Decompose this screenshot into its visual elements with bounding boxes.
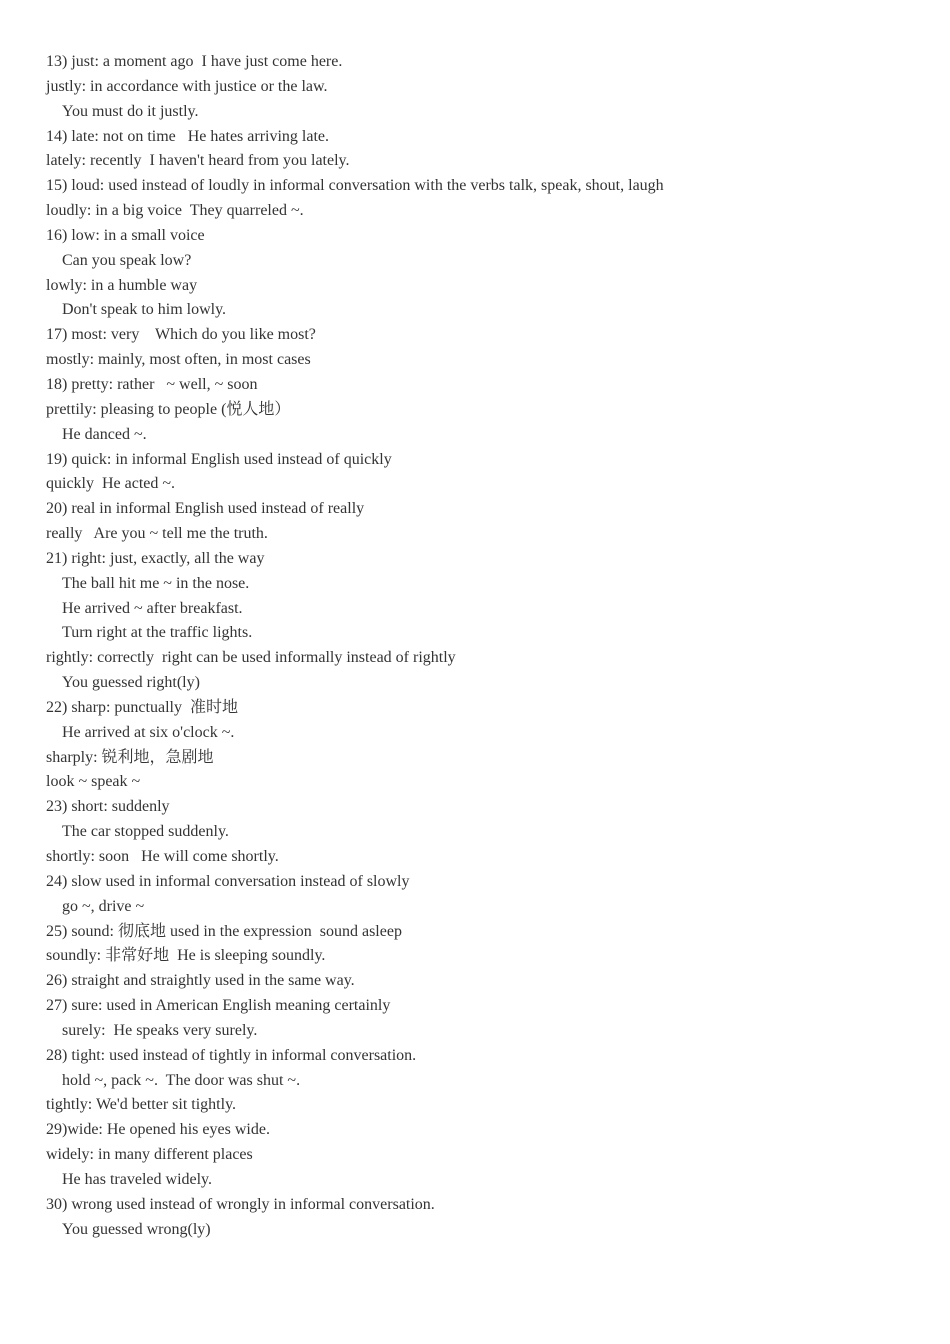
text-line: Turn right at the traffic lights. — [62, 624, 253, 642]
text-line: 17) most: very Which do you like most? — [46, 326, 316, 344]
text-line: 14) late: not on time He hates arriving late. — [46, 127, 330, 145]
text-line: Can you speak low? — [62, 251, 192, 269]
text-line: tightly: We'd better sit tightly. — [46, 1096, 237, 1114]
text-line: 29)wide: He opened his eyes wide. — [46, 1121, 270, 1139]
text-line: 28) tight: used instead of tightly in informal conversation. — [46, 1046, 417, 1064]
text-line: He arrived ~ after breakfast. — [62, 599, 243, 617]
text-line: You guessed wrong(ly) — [62, 1220, 211, 1238]
text-line: 25) sound: 彻底地 used in the expression sound asleep — [46, 922, 402, 940]
text-line: 24) slow used in informal conversation instead of slowly — [46, 872, 410, 890]
text-line: You guessed right(ly) — [62, 674, 200, 692]
text-line: He has traveled widely. — [62, 1170, 213, 1188]
text-line: 30) wrong used instead of wrongly in informal conversation. — [46, 1195, 435, 1213]
text-line: 13) just: a moment ago I have just come here. — [46, 53, 343, 70]
text-line: really Are you ~ tell me the truth. — [46, 525, 268, 543]
text-line: 19) quick: in informal English used instead of quickly — [46, 450, 392, 468]
document-body — [46, 50, 926, 1243]
text-line: lowly: in a humble way — [46, 276, 198, 294]
text-line: lately: recently I haven't heard from you lately. — [46, 152, 350, 170]
text-line: quickly He acted ~. — [46, 475, 176, 493]
text-line: 15) loud: used instead of loudly in informal conversation with the verbs talk, speak, shout, laugh — [46, 177, 664, 195]
text-line: You must do it justly. — [62, 102, 199, 120]
text-line: 18) pretty: rather ~ well, ~ soon — [46, 375, 258, 393]
text-line: He arrived at six o'clock ~. — [62, 723, 235, 741]
text-line: 21) right: just, exactly, all the way — [46, 549, 265, 567]
text-line: soundly: 非常好地 He is sleeping soundly. — [46, 947, 326, 965]
text-line: shortly: soon He will come shortly. — [46, 848, 279, 865]
text-line: prettily: pleasing to people (悦人地） — [46, 400, 291, 418]
text-line: 27) sure: used in American English meaning certainly — [46, 997, 391, 1015]
text-line: The car stopped suddenly. — [62, 823, 229, 841]
text-line: sharply: 锐利地，急剧地 — [46, 748, 214, 766]
text-line: The ball hit me ~ in the nose. — [62, 574, 250, 592]
text-line: 20) real in informal English used instead of really — [46, 500, 365, 518]
text-line: go ~, drive ~ — [62, 897, 145, 915]
text-line: Don't speak to him lowly. — [62, 301, 227, 319]
text-line: hold ~, pack ~. The door was shut ~. — [62, 1071, 301, 1089]
text-line: look ~ speak ~ — [46, 773, 141, 791]
text-line: 16) low: in a small voice — [46, 226, 205, 244]
text-line: surely: He speaks very surely. — [62, 1021, 258, 1039]
text-line: 23) short: suddenly — [46, 798, 170, 816]
text-line: mostly: mainly, most often, in most cases — [46, 351, 311, 369]
text-line: 22) sharp: punctually 准时地 — [46, 698, 238, 716]
text-line: 26) straight and straightly used in the same way. — [46, 972, 355, 990]
text-line: rightly: correctly right can be used informally instead of rightly — [46, 649, 456, 667]
text-line: He danced ~. — [62, 425, 147, 443]
text-line: widely: in many different places — [46, 1146, 253, 1164]
text-line: loudly: in a big voice They quarreled ~. — [46, 202, 304, 220]
text-line: justly: in accordance with justice or the law. — [46, 77, 328, 95]
